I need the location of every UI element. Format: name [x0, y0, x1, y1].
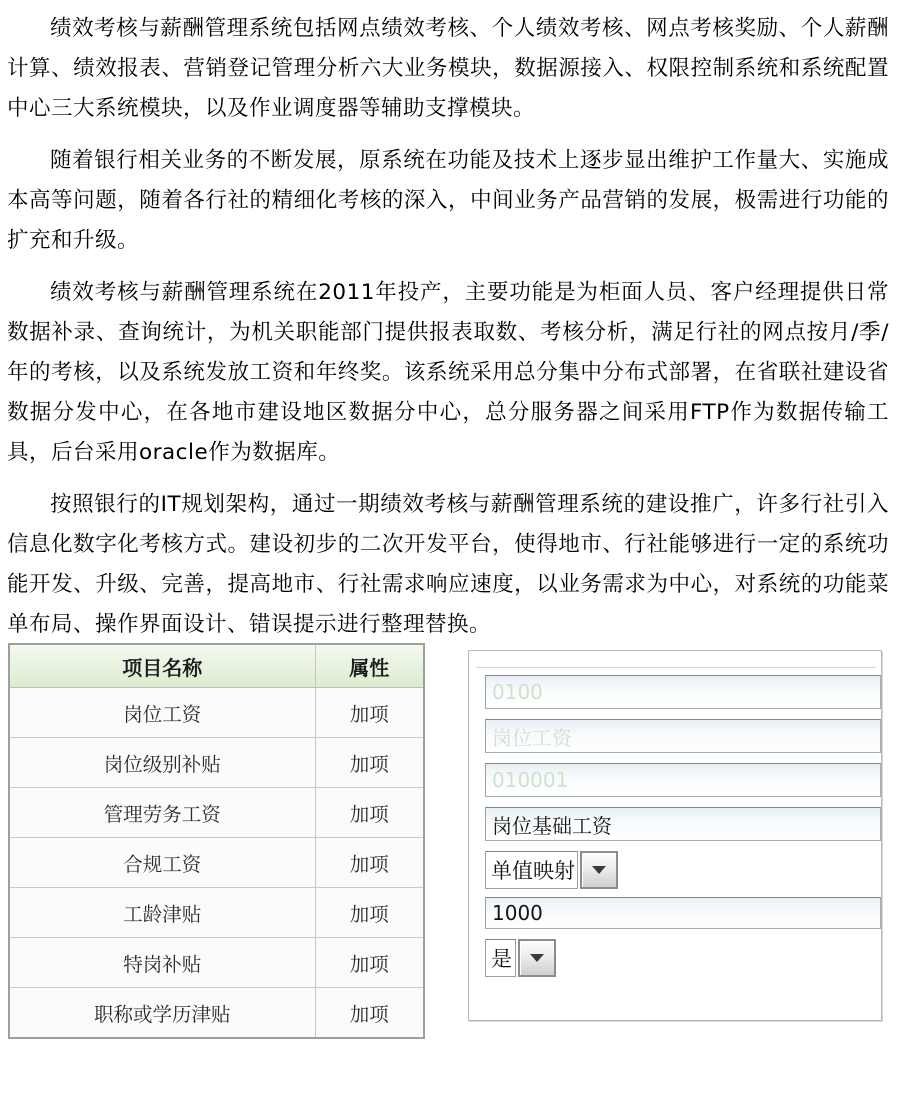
table-row — [9, 738, 424, 788]
table-row — [9, 688, 424, 738]
salary-items-table — [8, 643, 425, 1039]
attribute-cell: 加项 — [315, 738, 424, 788]
attribute-cell: 加项 — [315, 888, 424, 938]
document-body — [7, 0, 889, 657]
column-header-item-name: 项目名称 — [9, 644, 315, 688]
salary-item-detail-panel — [468, 650, 882, 1021]
paragraph-modules: 绩效考核与薪酬管理系统包括网点绩效考核、个人绩效考核、网点考核奖励、个人薪酬计算、绩效报表、营销登记管理分析六大业务模块，数据源接入、权限控制系统和系统配置中心三大系统模块，以及作业调度器等辅助支撑模块。 — [7, 16, 889, 121]
panel-fields — [469, 668, 881, 977]
item-name-cell: 特岗补贴 — [9, 938, 315, 988]
paragraph-problems: 随着银行相关业务的不断发展，原系统在功能及技术上逐步显出维护工作量大、实施成本高等问题，随着各行社的精细化考核的深入，中间业务产品营销的发展，极需进行功能的扩充和升级。 — [7, 148, 889, 253]
table-row — [9, 888, 424, 938]
item-name-cell: 岗位工资 — [9, 688, 315, 738]
chevron-down-icon — [592, 866, 606, 874]
enabled-flag-value: 是 — [485, 939, 516, 977]
table-row — [9, 938, 424, 988]
chevron-down-icon — [530, 954, 544, 962]
attribute-cell: 加项 — [315, 688, 424, 738]
attribute-cell: 加项 — [315, 938, 424, 988]
panel-header-divider — [476, 651, 876, 668]
paragraph-history: 绩效考核与薪酬管理系统在2011年投产，主要功能是为柜面人员、客户经理提供日常数据补录、查询统计，为机关职能部门提供报表取数、考核分析，满足行社的网点按月/季/年的考核，以及系统发放工资和年终奖。该系统采用总分集中分布式部署，在省联社建设省数据分发中心，在各地市建设地区数据分中心，总分服务器之间采用FTP作为数据传输工具，后台采用oracle作为数据库。 — [7, 280, 889, 465]
item-name-cell: 管理劳务工资 — [9, 788, 315, 838]
enabled-flag-dropdown-button[interactable] — [518, 939, 556, 977]
attribute-cell: 加项 — [315, 988, 424, 1039]
sub-item-name-input[interactable] — [485, 807, 881, 841]
enabled-flag-select[interactable] — [485, 939, 879, 977]
org-code-input[interactable] — [485, 675, 881, 709]
item-name-cell: 职称或学历津贴 — [9, 988, 315, 1039]
table-row — [9, 788, 424, 838]
amount-input[interactable] — [485, 897, 881, 929]
mapping-type-select[interactable] — [485, 851, 879, 889]
attribute-cell: 加项 — [315, 788, 424, 838]
mapping-type-value: 单值映射 — [485, 851, 578, 889]
item-name-cell: 合规工资 — [9, 838, 315, 888]
mapping-type-dropdown-button[interactable] — [580, 851, 618, 889]
table-row — [9, 988, 424, 1039]
item-code-input[interactable] — [485, 763, 881, 797]
attribute-cell: 加项 — [315, 838, 424, 888]
item-name-cell: 岗位级别补贴 — [9, 738, 315, 788]
table-header-row — [9, 644, 424, 688]
item-name-input[interactable] — [485, 719, 881, 753]
column-header-attribute: 属性 — [315, 644, 424, 688]
paragraph-planning: 按照银行的IT规划架构，通过一期绩效考核与薪酬管理系统的建设推广，许多行社引入信息化数字化考核方式。建设初步的二次开发平台，使得地市、行社能够进行一定的系统功能开发、升级、完善，提高地市、行社需求响应速度，以业务需求为中心，对系统的功能菜单布局、操作界面设计、错误提示进行整理替换。 — [7, 492, 889, 637]
item-name-cell: 工龄津贴 — [9, 888, 315, 938]
table-row — [9, 838, 424, 888]
